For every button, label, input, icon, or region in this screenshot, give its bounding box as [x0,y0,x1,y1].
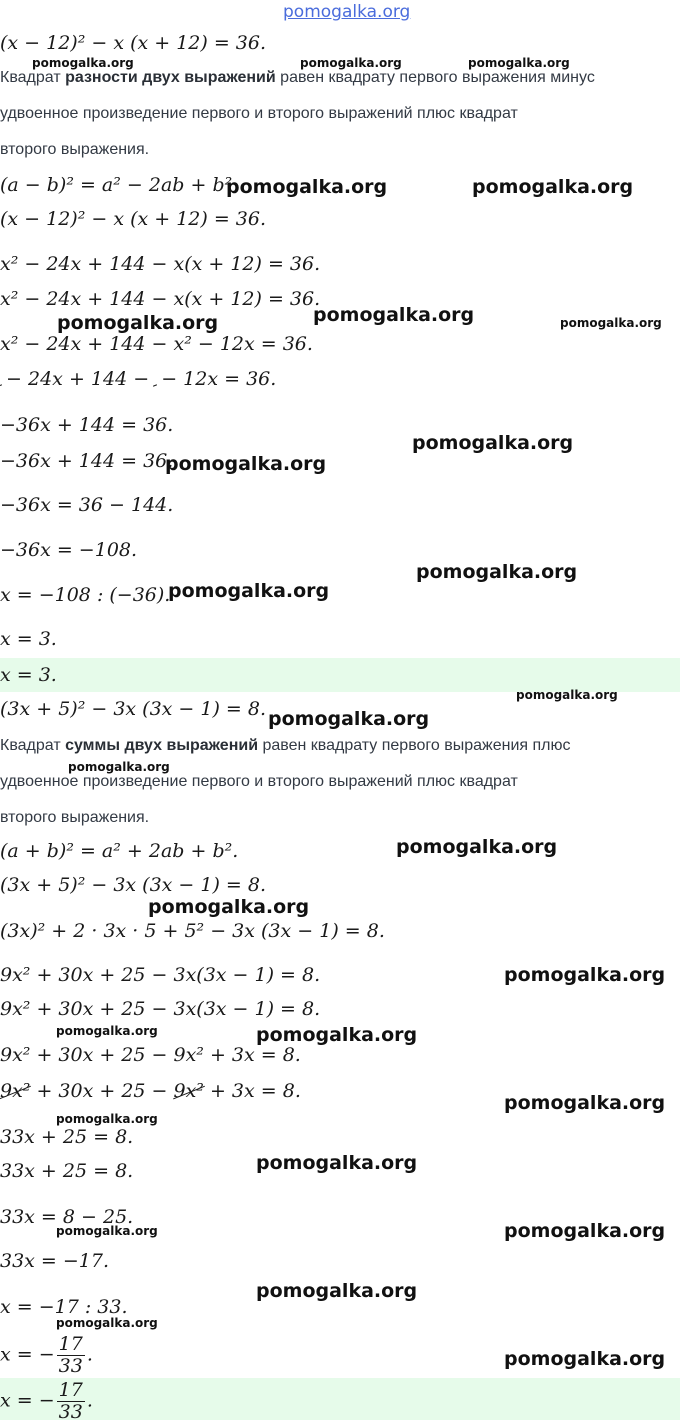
cancelled-term: 9x² [0,1080,31,1102]
rule-bold-text: суммы двух выражений [65,737,259,754]
watermark: pomogalka.org [256,1024,418,1046]
fraction-suffix: . [86,1343,93,1366]
watermark: pomogalka.org [148,896,310,918]
watermark: pomogalka.org [313,304,475,326]
rule-bold-text: разности двух выражений [65,69,276,86]
cancelled-term: 9x² [173,1080,204,1102]
watermark: pomogalka.org [57,312,219,334]
watermark: pomogalka.org [472,176,634,198]
fraction-prefix: x = − [0,1343,55,1366]
rule-text: второго выражения. [0,809,150,826]
watermark: pomogalka.org [56,1112,158,1126]
watermark: pomogalka.org [468,56,570,70]
problem2-rule [0,728,680,836]
rule-text: Квадрат [0,69,66,86]
answer-fraction [0,1380,93,1423]
answer: x = 3. [0,664,57,686]
answer-highlight [0,658,680,692]
watermark: pomogalka.org [168,580,330,602]
watermark: pomogalka.org [504,1348,666,1370]
step-cancelled: 9x² + 30x + 25 − 9x² + 3x = 8. [0,1080,301,1102]
rule-text: Квадрат [0,737,66,754]
problem1-rule [0,60,680,168]
watermark: pomogalka.org [226,176,388,198]
answer-highlight [0,1378,680,1420]
step: −36x + 144 = 36. [0,450,174,472]
step: 33x + 25 = 8. [0,1126,134,1148]
fraction-denominator: 33 [58,1400,83,1423]
fraction-numerator: 17 [58,1379,83,1401]
step: (3x)² + 2 · 3x · 5 + 5² − 3x (3x − 1) = 8. [0,920,385,942]
step: x = 3. [0,628,57,650]
fraction [57,1334,85,1377]
watermark-top[interactable]: pomogalka.org [283,2,411,22]
watermark: pomogalka.org [32,56,134,70]
watermark: pomogalka.org [256,1152,418,1174]
watermark: pomogalka.org [504,964,666,986]
fraction-denominator: 33 [58,1354,83,1377]
step: x = −108 : (−36). [0,584,171,606]
step: 9x² + 30x + 25 − 3x(3x − 1) = 8. [0,998,321,1020]
rule-text: второго выражения. [0,141,150,158]
rule-text: равен квадрату первого выражения плюс [258,737,571,754]
step: x² − 24x + 144 − x² − 12x = 36. [0,333,313,355]
watermark: pomogalka.org [416,561,578,583]
watermark: pomogalka.org [256,1280,418,1302]
step: (3x + 5)² − 3x (3x − 1) = 8. [0,874,267,896]
rule-text: удвоенное произведение первого и второго выражений плюс квадрат [0,105,518,122]
step: −36x + 144 = 36. [0,414,174,436]
step: 33x + 25 = 8. [0,1160,134,1182]
step: −36x = 36 − 144. [0,494,174,516]
problem1-equation: (x − 12)² − x (x + 12) = 36. [0,32,267,54]
fraction-numerator: 17 [58,1333,83,1355]
watermark: pomogalka.org [268,708,430,730]
problem2-equation: (3x + 5)² − 3x (3x − 1) = 8. [0,698,267,720]
step: 9x² + 30x + 25 − 3x(3x − 1) = 8. [0,964,321,986]
formula-sum-square: (a + b)² = a² + 2ab + b². [0,840,239,862]
rule-text: удвоенное произведение первого и второго выражений плюс квадрат [0,773,518,790]
watermark: pomogalka.org [56,1316,158,1330]
step: −36x = −108. [0,539,138,561]
fraction-prefix: x = − [0,1389,55,1412]
watermark: pomogalka.org [504,1092,666,1114]
step-cancelled: − 24x + 144 − − 12x = 36. [6,368,277,390]
watermark: pomogalka.org [165,453,327,475]
step-fraction [0,1334,93,1377]
watermark: pomogalka.org [68,760,170,774]
step: x² − 24x + 144 − x(x + 12) = 36. [0,253,321,275]
step: 33x = 8 − 25. [0,1206,134,1228]
watermark: pomogalka.org [396,836,558,858]
watermark: pomogalka.org [560,316,662,330]
watermark: pomogalka.org [412,432,574,454]
fraction [57,1380,85,1423]
step: x² − 24x + 144 − x(x + 12) = 36. [0,288,321,310]
watermark: pomogalka.org [504,1220,666,1242]
watermark: pomogalka.org [56,1024,158,1038]
fraction-suffix: . [86,1389,93,1412]
step: 9x² + 30x + 25 − 9x² + 3x = 8. [0,1044,301,1066]
rule-text: равен квадрату первого выражения минус [275,69,595,86]
step: 33x = −17. [0,1250,110,1272]
watermark: pomogalka.org [56,1224,158,1238]
watermark: pomogalka.org [516,688,618,702]
formula-difference-square: (a − b)² = a² − 2ab + b² [0,174,233,196]
step: x = −17 : 33. [0,1296,128,1318]
watermark: pomogalka.org [300,56,402,70]
step: (x − 12)² − x (x + 12) = 36. [0,208,267,230]
